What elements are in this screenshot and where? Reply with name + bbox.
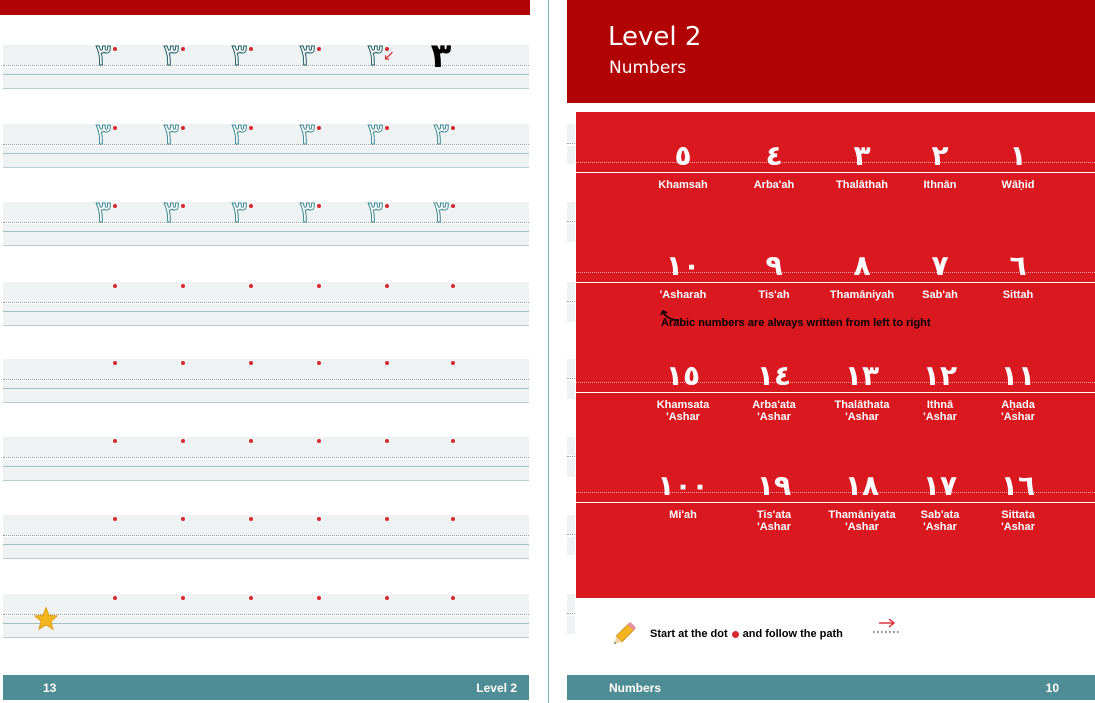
- guide-line: [3, 544, 529, 545]
- stub-part: [567, 143, 575, 144]
- number-name: Khamsah: [658, 179, 708, 191]
- trace-glyph: ٣: [298, 38, 316, 73]
- number-item: [726, 470, 822, 533]
- number-name: Thamāniyah: [829, 289, 895, 301]
- practice-row: [3, 437, 529, 480]
- start-dot: [181, 284, 185, 288]
- page-title: Level 2: [608, 22, 702, 52]
- stub-part: [567, 515, 575, 533]
- stub-part: [567, 221, 575, 222]
- trace-glyph: ٣: [94, 117, 112, 152]
- start-dot: [181, 47, 185, 51]
- number-item: [814, 470, 910, 533]
- guide-line: [3, 379, 529, 380]
- guide-line: [3, 167, 529, 168]
- arabic-numeral: ١٠: [665, 249, 701, 282]
- start-dot: [113, 284, 117, 288]
- start-dot: [249, 284, 253, 288]
- guide-line: [3, 402, 529, 403]
- start-dot: [451, 439, 455, 443]
- start-dot: [249, 47, 253, 51]
- start-dot: [317, 361, 321, 365]
- stub-part: [567, 616, 575, 634]
- edge-stub: [567, 594, 575, 634]
- trace-glyph: ٣: [230, 38, 248, 73]
- guide-line: [3, 302, 529, 303]
- arabic-numeral: ١٥: [665, 359, 701, 392]
- star-icon: [33, 606, 59, 632]
- stub-part: [567, 124, 575, 142]
- stub-part: [567, 437, 575, 455]
- practice-row: [3, 594, 529, 637]
- start-dot: [181, 361, 185, 365]
- number-name: Wāḥid: [1001, 179, 1035, 191]
- model-glyph: ٣: [430, 36, 452, 76]
- number-name: Sittata 'Ashar: [1001, 509, 1035, 533]
- edge-stub: [567, 359, 575, 399]
- start-dot: [317, 284, 321, 288]
- arabic-numeral: ١٢: [922, 359, 958, 392]
- number-name: Thalāthata 'Ashar: [834, 399, 890, 423]
- number-item: [635, 140, 731, 191]
- trace-glyph: ٣: [230, 195, 248, 230]
- edge-stub: [567, 515, 575, 555]
- start-dot: [451, 284, 455, 288]
- number-item: [726, 140, 822, 191]
- arabic-numeral: ٣: [853, 139, 871, 172]
- start-dot: [451, 126, 455, 130]
- arabic-numeral: ١٦: [1000, 469, 1036, 502]
- start-dot-icon: [732, 631, 739, 638]
- edge-stub: [567, 202, 575, 242]
- number-name: Tis'ah: [758, 289, 790, 301]
- trace-glyph: ٣: [432, 195, 450, 230]
- guide-line: [3, 480, 529, 481]
- stub-part: [567, 304, 575, 322]
- trace-glyph: ٣: [298, 117, 316, 152]
- follow-path-icon: [871, 616, 901, 638]
- start-dot: [113, 439, 117, 443]
- guide-line: [3, 466, 529, 467]
- stub-part: [567, 613, 575, 614]
- right-page: [549, 0, 1095, 703]
- pencil-icon: [607, 617, 641, 651]
- edge-stub: [567, 282, 575, 322]
- number-name: 'Asharah: [659, 289, 707, 301]
- arabic-numeral: ٧: [931, 249, 949, 282]
- number-item: [814, 250, 910, 301]
- start-dot: [113, 361, 117, 365]
- guide-line: [3, 558, 529, 559]
- stub-part: [567, 224, 575, 242]
- stub-part: [567, 359, 575, 377]
- number-name: Tis'ata 'Ashar: [756, 509, 792, 533]
- number-name: Arba'ah: [753, 179, 795, 191]
- instruction-text: [650, 628, 843, 640]
- number-item: [635, 360, 731, 423]
- start-dot: [249, 439, 253, 443]
- arabic-numeral: ٨: [853, 249, 871, 282]
- number-name: Sab'ata 'Ashar: [920, 509, 960, 533]
- stub-part: [567, 456, 575, 457]
- arabic-numeral: ١١: [1000, 359, 1036, 392]
- guide-line: [3, 231, 529, 232]
- start-dot: [113, 126, 117, 130]
- left-footer: [3, 675, 529, 700]
- stub-part: [567, 381, 575, 399]
- number-item: [814, 360, 910, 423]
- arabic-numeral: ٦: [1009, 249, 1027, 282]
- trace-glyph: ٣: [162, 38, 180, 73]
- number-item: [814, 140, 910, 191]
- stub-part: [567, 594, 575, 612]
- start-dot: [181, 126, 185, 130]
- trace-glyph: ٣: [366, 117, 384, 152]
- trace-glyph: ٣: [366, 38, 384, 73]
- curved-arrow-icon: ↙: [383, 48, 395, 64]
- chapter-header: [567, 0, 1095, 103]
- start-dot: [317, 596, 321, 600]
- start-dot: [451, 517, 455, 521]
- arabic-numeral: ٥: [674, 139, 692, 172]
- start-dot: [113, 596, 117, 600]
- guide-line: [3, 325, 529, 326]
- number-name: Khamsata 'Ashar: [656, 399, 710, 423]
- start-dot: [385, 439, 389, 443]
- start-dot: [317, 126, 321, 130]
- number-item: [635, 470, 731, 521]
- start-dot: [181, 439, 185, 443]
- stub-part: [567, 459, 575, 477]
- start-dot: [249, 361, 253, 365]
- guide-line: [3, 153, 529, 154]
- arabic-numeral: ١٧: [922, 469, 958, 502]
- stub-part: [567, 378, 575, 379]
- number-name: Mi'ah: [669, 509, 697, 521]
- numbers-panel: [576, 112, 1095, 598]
- start-dot: [385, 361, 389, 365]
- start-dot: [249, 517, 253, 521]
- section-label: Numbers: [609, 681, 662, 695]
- start-dot: [113, 517, 117, 521]
- start-dot: [249, 596, 253, 600]
- start-dot: [317, 439, 321, 443]
- start-dot: [317, 517, 321, 521]
- number-name: Sab'ah: [922, 289, 958, 301]
- number-name: Thalāthah: [836, 179, 888, 191]
- start-dot: [317, 47, 321, 51]
- right-footer: [567, 675, 1095, 700]
- number-name: Sittah: [1002, 289, 1034, 301]
- guide-line: [3, 304, 529, 326]
- edge-stub: [567, 437, 575, 477]
- stub-part: [567, 534, 575, 535]
- arabic-numeral: ١٩: [756, 469, 792, 502]
- practice-row: [3, 359, 529, 402]
- stub-part: [567, 537, 575, 555]
- start-dot: [249, 126, 253, 130]
- trace-glyph: ٣: [162, 117, 180, 152]
- guide-line: [3, 623, 529, 624]
- stub-part: [567, 301, 575, 302]
- practice-row: [3, 515, 529, 558]
- page-number: 13: [43, 681, 57, 695]
- guide-line: [3, 535, 529, 536]
- number-item: [726, 360, 822, 423]
- arabic-numeral: ٩: [765, 249, 783, 282]
- level-label: Level 2: [476, 681, 517, 695]
- start-dot: [181, 517, 185, 521]
- trace-glyph: ٣: [94, 195, 112, 230]
- arabic-numeral: ١٤: [756, 359, 792, 392]
- number-name: Ithnā 'Ashar: [923, 399, 957, 423]
- trace-glyph: ٣: [432, 117, 450, 152]
- page-number: 10: [1045, 681, 1059, 695]
- practice-row: [3, 36, 529, 88]
- guide-line: [3, 381, 529, 403]
- start-dot: [113, 47, 117, 51]
- start-dot: [451, 596, 455, 600]
- page-subtitle: Numbers: [609, 58, 687, 78]
- trace-glyph: ٣: [230, 117, 248, 152]
- practice-row: [3, 195, 529, 245]
- start-dot: [385, 284, 389, 288]
- edge-stub: [567, 124, 575, 164]
- trace-glyph: ٣: [162, 195, 180, 230]
- guide-line: [3, 537, 529, 559]
- guide-line: [3, 614, 529, 615]
- number-name: Aḥada 'Ashar: [1001, 399, 1035, 423]
- start-dot: [451, 204, 455, 208]
- arabic-numeral: ١: [1009, 139, 1027, 172]
- start-dot: [385, 126, 389, 130]
- guide-line: [3, 388, 529, 389]
- arabic-numeral: ١٣: [844, 359, 880, 392]
- start-dot: [385, 204, 389, 208]
- start-dot: [181, 596, 185, 600]
- start-dot: [249, 204, 253, 208]
- number-name: Arba'ata 'Ashar: [752, 399, 796, 423]
- arabic-numeral: ١٨: [844, 469, 880, 502]
- instruction-part2: and follow the path: [742, 628, 843, 640]
- start-dot: [113, 204, 117, 208]
- guide-line: [3, 457, 529, 458]
- direction-note: Arabic numbers are always written from left to right: [661, 317, 931, 329]
- start-dot: [317, 204, 321, 208]
- number-item: [726, 250, 822, 301]
- number-name: Ithnān: [923, 179, 957, 191]
- stub-part: [567, 146, 575, 164]
- start-dot: [385, 596, 389, 600]
- start-dot: [181, 204, 185, 208]
- guide-line: [3, 637, 529, 638]
- trace-glyph: ٣: [298, 195, 316, 230]
- instruction-part1: Start at the dot: [650, 628, 728, 640]
- trace-glyph: ٣: [94, 38, 112, 73]
- arabic-numeral: ١٠٠: [657, 469, 709, 502]
- practice-row: [3, 117, 529, 167]
- number-name: Thamāniyata 'Ashar: [828, 509, 896, 533]
- guide-line: [3, 311, 529, 312]
- arabic-numeral: ٤: [765, 139, 783, 172]
- guide-line: [3, 459, 529, 481]
- start-dot: [451, 361, 455, 365]
- stub-part: [567, 282, 575, 300]
- trace-glyph: ٣: [366, 195, 384, 230]
- arabic-numeral: ٢: [931, 139, 949, 172]
- guide-line: [3, 616, 529, 638]
- start-dot: [385, 517, 389, 521]
- guide-line: [3, 245, 529, 246]
- top-color-bar: [0, 0, 530, 15]
- practice-row: [3, 282, 529, 325]
- number-item: [635, 250, 731, 301]
- guide-line: [3, 88, 529, 89]
- stub-part: [567, 202, 575, 220]
